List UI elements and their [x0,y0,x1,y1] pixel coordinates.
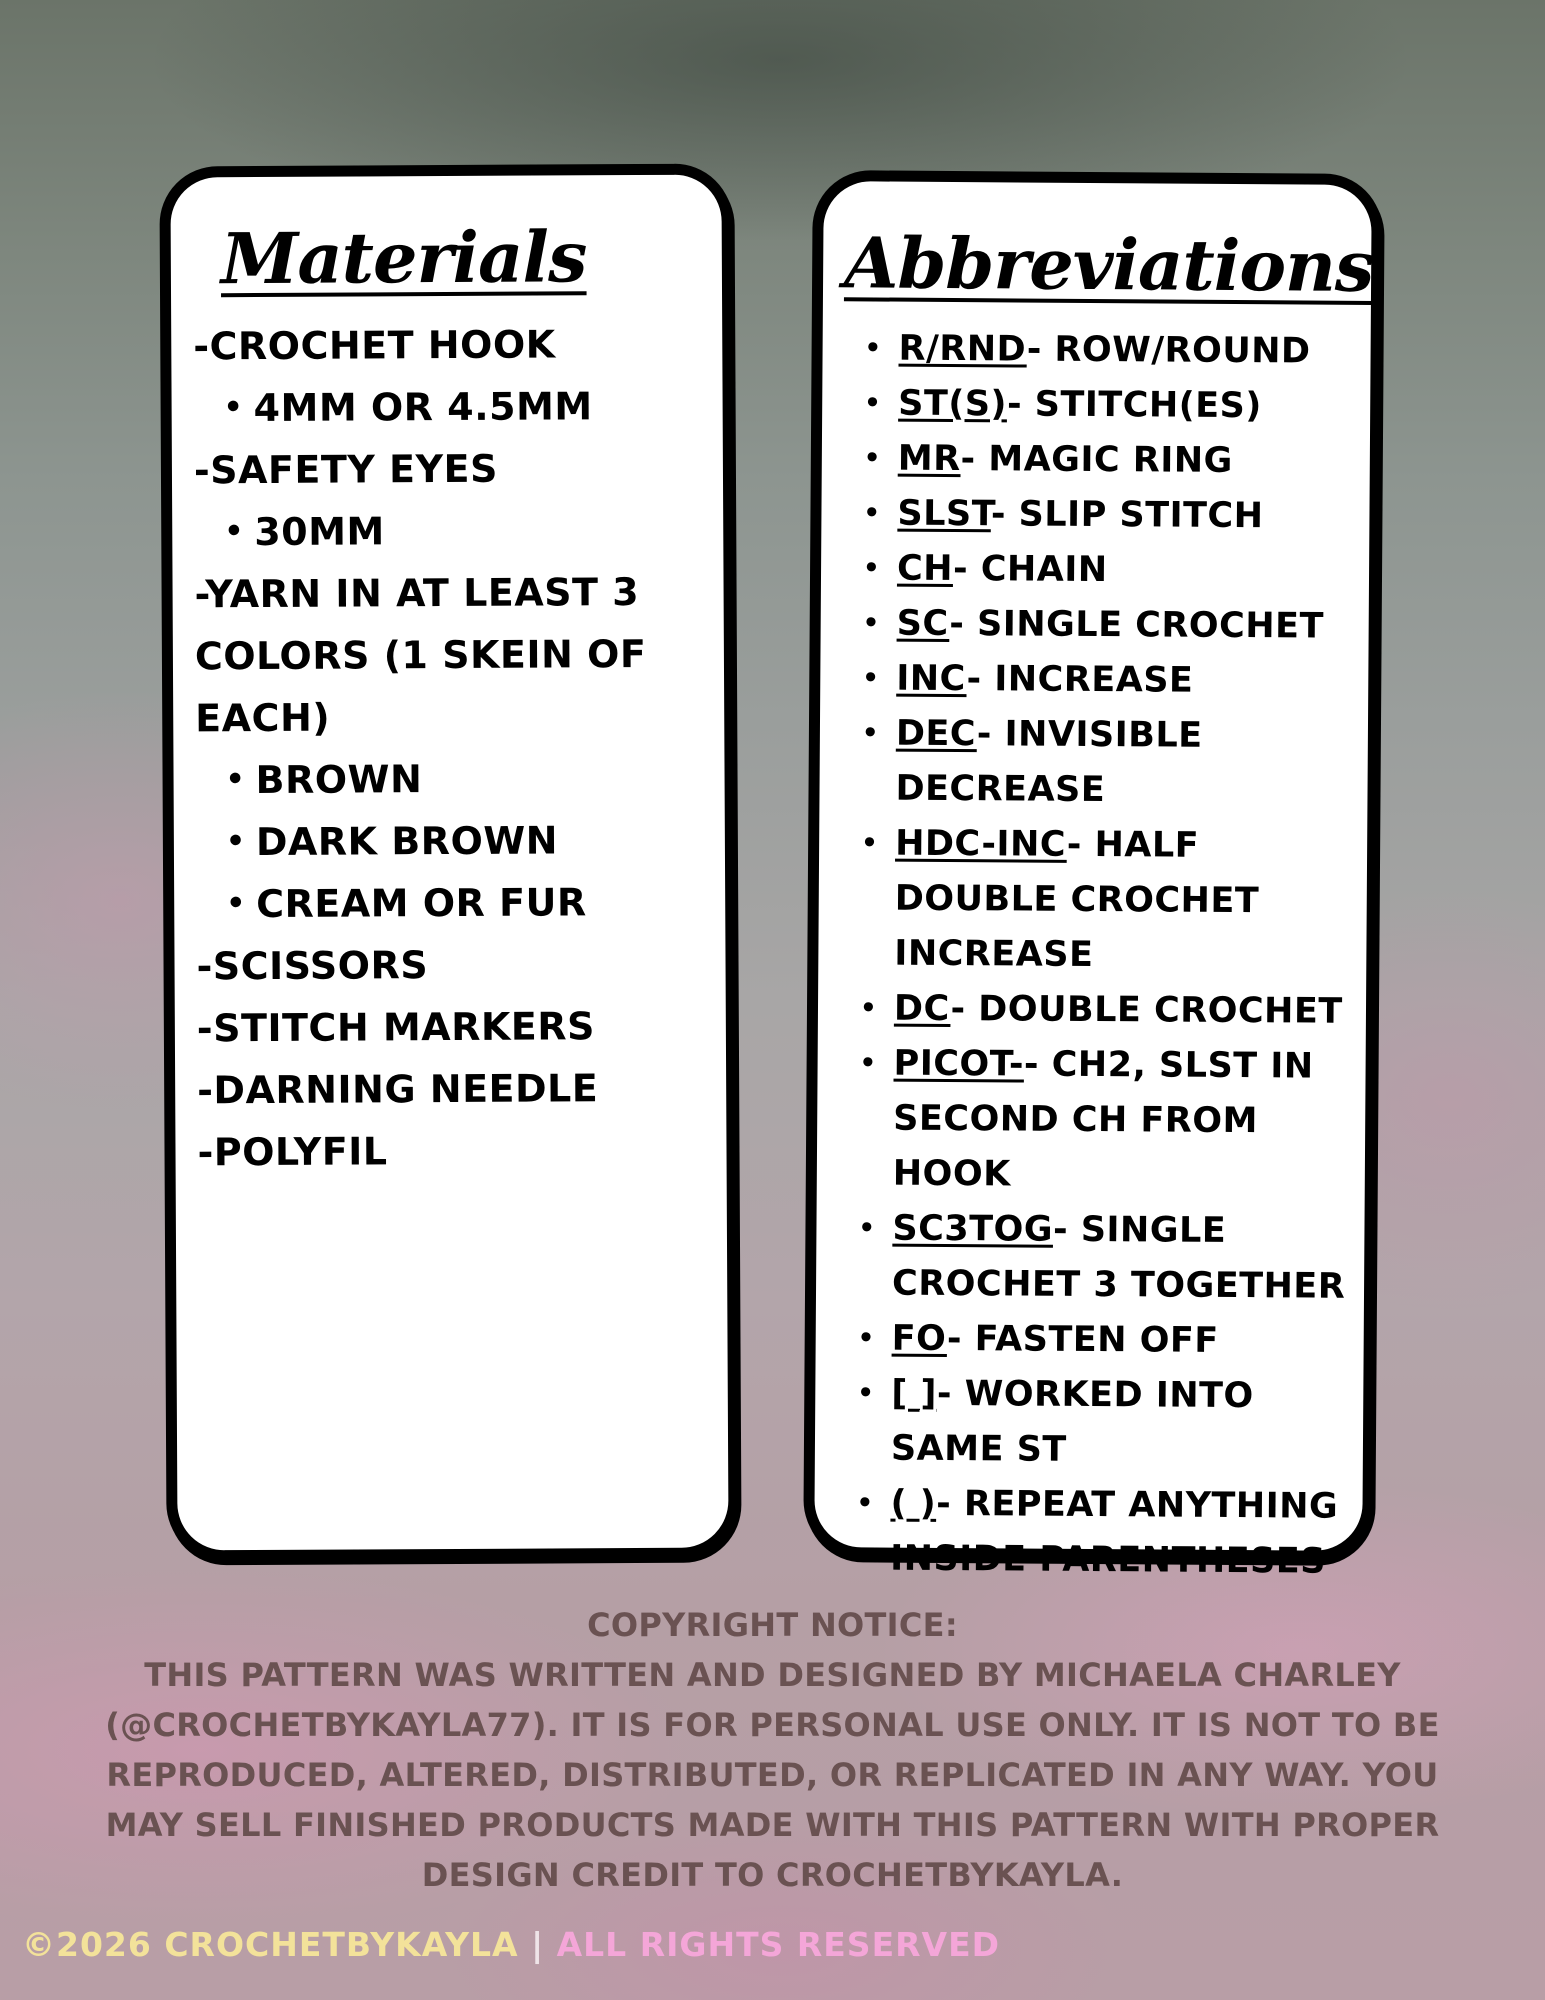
materials-subitem: • 4MM OR 4.5MM [193,375,693,440]
abbreviation-code: HDC-INC [895,823,1067,865]
abbreviation-code: SLST [897,493,992,535]
materials-item: -DARNING NEEDLE [197,1066,599,1113]
copyright-title: COPYRIGHT NOTICE: [587,1606,958,1644]
materials-item: -SCISSORS [196,943,429,989]
materials-item: -SAFETY EYES [193,446,498,493]
materials-subitem: • 30MM [194,499,694,564]
materials-item: -STITCH MARKERS [196,1004,596,1051]
materials-list [193,313,698,1184]
materials-subitem: • DARK BROWN [196,809,696,874]
materials-item: -CROCHET HOOK [193,322,556,369]
abbreviation-definition: - STITCH(ES) [1006,384,1262,427]
abbreviation-definition: - SLIP STITCH [990,494,1264,537]
abbreviation-definition: - INCREASE [966,659,1194,701]
abbreviation-code: MR [897,438,961,480]
abbreviation-definition: - CHAIN [952,549,1108,591]
abbreviation-code: DEC [895,713,978,755]
abbreviation-code: R/RND [898,328,1027,370]
materials-subitem: • CREAM OR FUR [196,871,696,936]
materials-item: -POLYFIL [197,1129,388,1175]
abbreviation-item [862,651,1367,710]
abbreviation-item [857,1366,1363,1480]
abbreviation-definition: - CH2, SLST IN SECOND CH FROM HOOK [892,1044,1314,1195]
abbreviation-code: DC [893,988,951,1030]
materials-heading: Materials [220,215,587,301]
copyright-body: THIS PATTERN WAS WRITTEN AND DESIGNED BY MICHAELA CHARLEY (@CROCHETBYKAYLA77). IT IS FOR PERSONAL USE ONLY. IT IS NOT TO BE REPRODUCED, ALTERED, DISTRIBUTED, OR REPLICATED IN ANY WAY. YOU MAY SELL FINISHED PRODUCTS MADE WITH THIS PATTERN WITH PROPER DESIGN CREDIT TO CROCHETBYKAYLA. [105,1656,1440,1894]
abbreviation-code: FO [891,1318,948,1359]
abbreviation-code: INC [896,658,967,700]
footer-separator: | [518,1925,557,1964]
abbreviation-definition: - HALF DOUBLE CROCHET INCREASE [894,824,1260,976]
footer-rights: ALL RIGHTS RESERVED [556,1925,1001,1964]
abbreviation-item [859,1036,1365,1205]
abbreviation-code: ( ) [890,1483,937,1524]
abbreviation-definition: - MAGIC RING [960,439,1234,481]
abbreviation-definition: - WORKED INTO SAME ST [890,1373,1254,1470]
abbreviation-code: PICOT- [893,1043,1025,1085]
footer [22,1925,1000,1964]
abbreviation-definition: - INVISIBLE DECREASE [895,714,1203,811]
abbreviation-item [863,486,1368,545]
abbreviation-item [858,1201,1364,1315]
materials-subitem: • BROWN [195,747,695,812]
abbreviations-card [803,170,1383,1582]
abbreviation-item [863,541,1368,600]
abbreviation-item [864,431,1369,490]
abbreviation-code: [ ] [891,1373,938,1414]
abbreviation-definition: - REPEAT ANYTHING INSIDE PARENTHESES [890,1483,1339,1582]
abbreviation-item [856,1476,1362,1590]
materials-card [159,164,739,1562]
abbreviation-definition: - SINGLE CROCHET 3 TOGETHER [891,1209,1346,1307]
abbreviation-item [864,376,1369,435]
footer-brand: ©2026 CROCHETBYKAYLA [22,1925,519,1964]
abbreviation-definition: - DOUBLE CROCHET [950,989,1343,1032]
copyright-notice [100,1600,1445,1900]
abbreviation-item [860,816,1366,985]
abbreviation-definition: - ROW/ROUND [1026,329,1311,372]
abbreviation-item [860,981,1365,1040]
materials-item: -YARN IN AT LEAST 3 COLORS (1 SKEIN OF EACH) [194,570,647,741]
abbreviation-definition: - FASTEN OFF [946,1318,1219,1361]
abbreviation-item [864,321,1369,380]
abbreviation-code: SC3TOG [892,1208,1054,1250]
abbreviation-item [858,1311,1363,1370]
abbreviations-list [856,321,1370,1589]
abbreviation-definition: - SINGLE CROCHET [949,603,1325,647]
abbreviation-item [861,706,1367,820]
abbreviation-code: CH [896,548,954,590]
abbreviation-code: SC [896,603,950,644]
abbreviations-heading: Abbreviations [843,221,1374,308]
abbreviation-code: ST(S) [898,383,1008,425]
abbreviation-item [862,596,1367,655]
